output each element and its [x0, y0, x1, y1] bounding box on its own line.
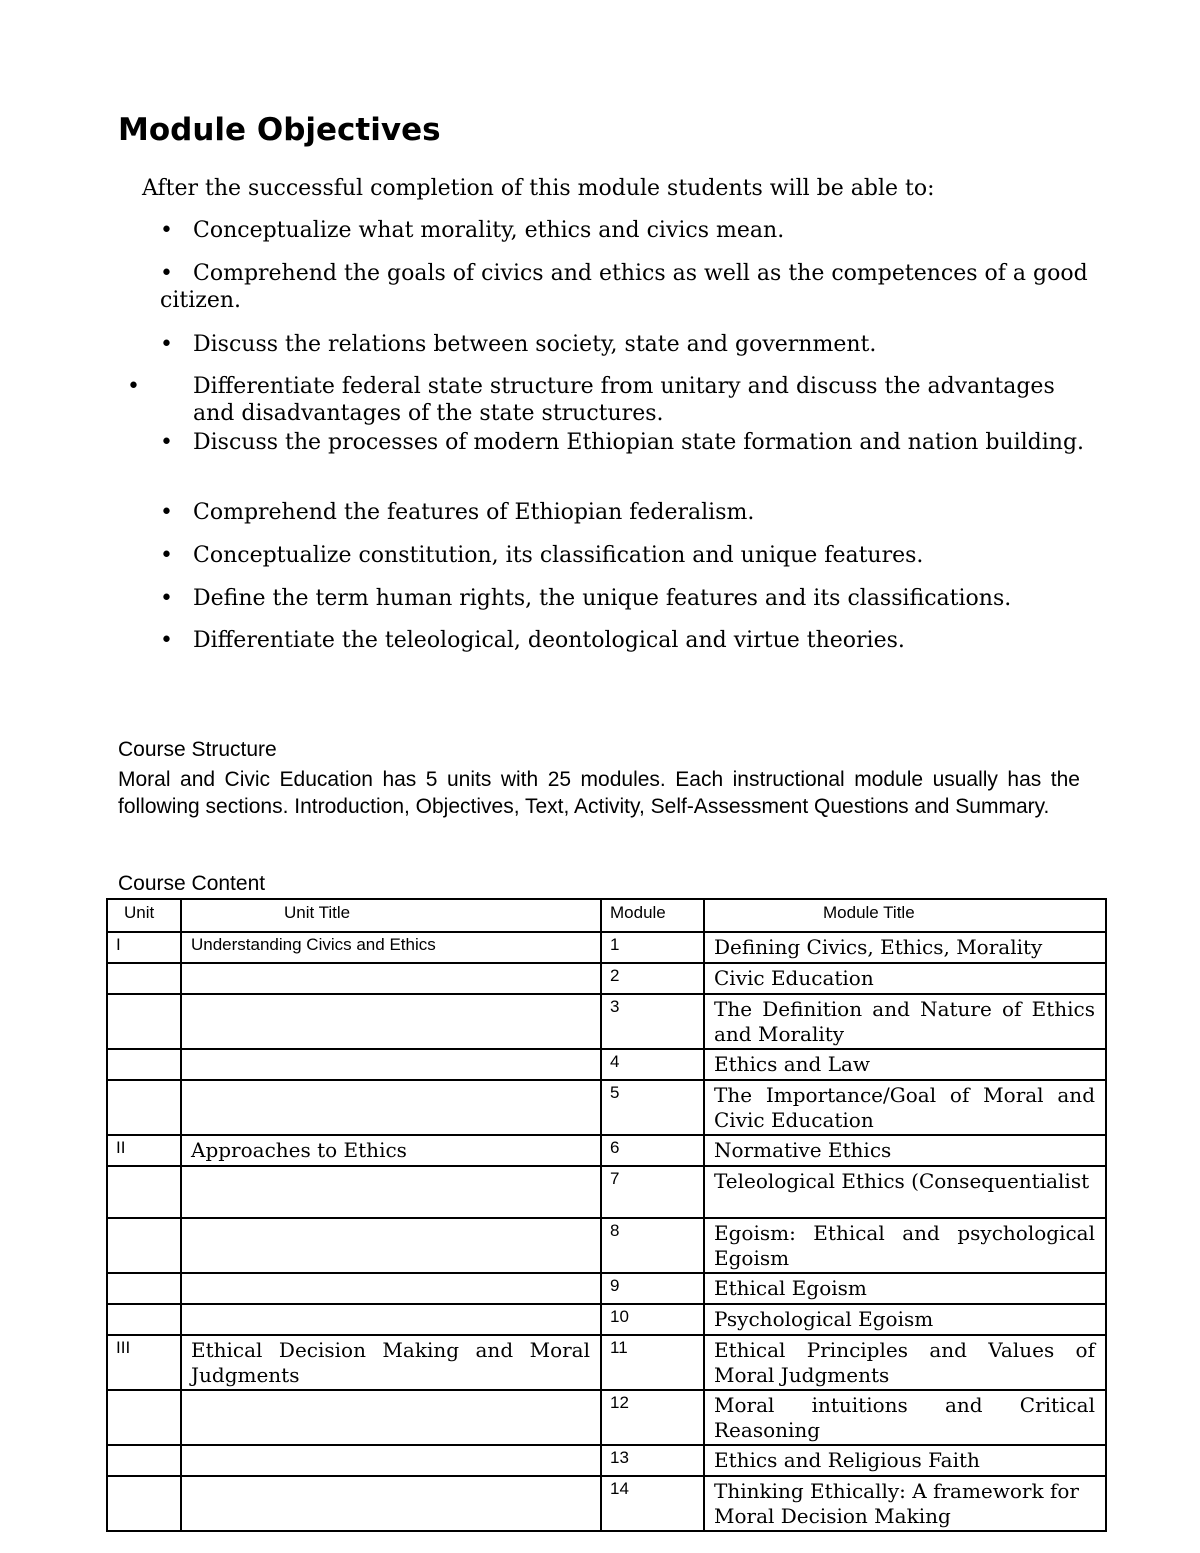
unit-cell — [107, 1166, 181, 1218]
objectives-intro: After the successful completion of this module students will be able to: — [142, 176, 935, 201]
module-cell: 10 — [601, 1304, 704, 1335]
section-heading: Module Objectives — [118, 112, 441, 148]
table-row — [107, 1476, 1106, 1531]
unit-title-cell — [181, 1080, 601, 1135]
module-title-cell: Ethical Egoism — [704, 1273, 1106, 1304]
unit-title-cell — [181, 1390, 601, 1445]
table-row — [107, 1335, 1106, 1390]
bullet-icon: • — [160, 261, 173, 286]
module-title-cell: Ethics and Religious Faith — [704, 1445, 1106, 1476]
bullet-icon: • — [160, 430, 173, 455]
header-module: Module — [601, 899, 704, 932]
course-content-table — [106, 898, 1107, 1532]
header-unit-title: Unit Title — [181, 899, 601, 932]
objective-item: • Conceptualize constitution, its classification and unique features. — [160, 543, 924, 568]
unit-cell: III — [107, 1335, 181, 1390]
bullet-icon: • — [160, 332, 173, 357]
table-header-row — [107, 899, 1106, 932]
objective-item: • Differentiate federal state structure from unitary and discuss the advantages and disadvantages of the state structures. — [127, 374, 1055, 426]
objective-item: • Discuss the relations between society, state and government. — [160, 332, 877, 357]
module-cell: 12 — [601, 1390, 704, 1445]
module-cell: 13 — [601, 1445, 704, 1476]
unit-cell — [107, 963, 181, 994]
objective-item: • Comprehend the goals of civics and ethics as well as the competences of a good citizen. — [160, 261, 1088, 313]
unit-cell — [107, 1049, 181, 1080]
module-cell: 11 — [601, 1335, 704, 1390]
course-structure-body: Moral and Civic Education has 5 units with 25 modules. Each instructional module usually has the following sections. Introduction, Objectives, Text, Activity, Self-Assessment Questions and Summary. — [118, 768, 1080, 818]
module-title-cell: Psychological Egoism — [704, 1304, 1106, 1335]
unit-title-cell: Approaches to Ethics — [181, 1135, 601, 1166]
module-cell: 4 — [601, 1049, 704, 1080]
objective-item: • Conceptualize what morality, ethics and civics mean. — [160, 218, 785, 243]
table-row — [107, 1304, 1106, 1335]
unit-title-cell — [181, 1166, 601, 1218]
unit-title-cell — [181, 1273, 601, 1304]
objective-item: • Discuss the processes of modern Ethiopian state formation and nation building. — [160, 430, 1085, 455]
objective-item: • Define the term human rights, the unique features and its classifications. — [160, 586, 1012, 611]
unit-title-cell — [181, 963, 601, 994]
unit-cell: II — [107, 1135, 181, 1166]
bullet-icon: • — [160, 218, 173, 243]
unit-title-cell — [181, 1304, 601, 1335]
module-title-cell: Teleological Ethics (Consequentialist — [704, 1166, 1106, 1218]
module-title-cell: The Definition and Nature of Ethics and Morality — [704, 994, 1106, 1049]
unit-cell — [107, 1080, 181, 1135]
module-title-cell: Ethics and Law — [704, 1049, 1106, 1080]
module-title-cell: Civic Education — [704, 963, 1106, 994]
unit-cell — [107, 1304, 181, 1335]
module-title-cell: Thinking Ethically: A framework for Moral Decision Making — [704, 1476, 1106, 1531]
course-structure-title: Course Structure — [118, 738, 277, 761]
course-content-title: Course Content — [118, 872, 266, 895]
table-row — [107, 1218, 1106, 1273]
module-cell: 5 — [601, 1080, 704, 1135]
unit-title-cell — [181, 1049, 601, 1080]
unit-title-cell — [181, 994, 601, 1049]
module-cell: 14 — [601, 1476, 704, 1531]
unit-cell — [107, 1390, 181, 1445]
objective-item: • Comprehend the features of Ethiopian federalism. — [160, 500, 755, 525]
module-title-cell: Moral intuitions and Critical Reasoning — [704, 1390, 1106, 1445]
header-unit: Unit — [107, 899, 181, 932]
module-cell: 7 — [601, 1166, 704, 1218]
bullet-icon: • — [160, 500, 173, 525]
table-row — [107, 1166, 1106, 1218]
table-row — [107, 1445, 1106, 1476]
module-cell: 2 — [601, 963, 704, 994]
module-cell: 6 — [601, 1135, 704, 1166]
bullet-icon: • — [160, 586, 173, 611]
unit-cell — [107, 1445, 181, 1476]
module-cell: 8 — [601, 1218, 704, 1273]
table-row — [107, 994, 1106, 1049]
table-row — [107, 1273, 1106, 1304]
header-module-title: Module Title — [704, 899, 1106, 932]
module-title-cell: Ethical Principles and Values of Moral Judgments — [704, 1335, 1106, 1390]
module-title-cell: Egoism: Ethical and psychological Egoism — [704, 1218, 1106, 1273]
table-row — [107, 963, 1106, 994]
unit-cell — [107, 1273, 181, 1304]
unit-title-cell — [181, 1476, 601, 1531]
unit-title-cell: Understanding Civics and Ethics — [181, 932, 601, 963]
table-row — [107, 932, 1106, 963]
unit-cell — [107, 1218, 181, 1273]
unit-title-cell: Ethical Decision Making and Moral Judgments — [181, 1335, 601, 1390]
table-row — [107, 1080, 1106, 1135]
unit-title-cell — [181, 1445, 601, 1476]
module-cell: 9 — [601, 1273, 704, 1304]
bullet-icon: • — [160, 543, 173, 568]
module-cell: 3 — [601, 994, 704, 1049]
module-cell: 1 — [601, 932, 704, 963]
unit-cell: I — [107, 932, 181, 963]
bullet-icon: • — [127, 374, 140, 399]
unit-cell — [107, 994, 181, 1049]
table-row — [107, 1049, 1106, 1080]
module-title-cell: The Importance/Goal of Moral and Civic Education — [704, 1080, 1106, 1135]
objective-item: • Differentiate the teleological, deontological and virtue theories. — [160, 628, 905, 653]
unit-title-cell — [181, 1218, 601, 1273]
bullet-icon: • — [160, 628, 173, 653]
table-row — [107, 1390, 1106, 1445]
table-row — [107, 1135, 1106, 1166]
unit-cell — [107, 1476, 181, 1531]
module-title-cell: Defining Civics, Ethics, Morality — [704, 932, 1106, 963]
module-title-cell: Normative Ethics — [704, 1135, 1106, 1166]
